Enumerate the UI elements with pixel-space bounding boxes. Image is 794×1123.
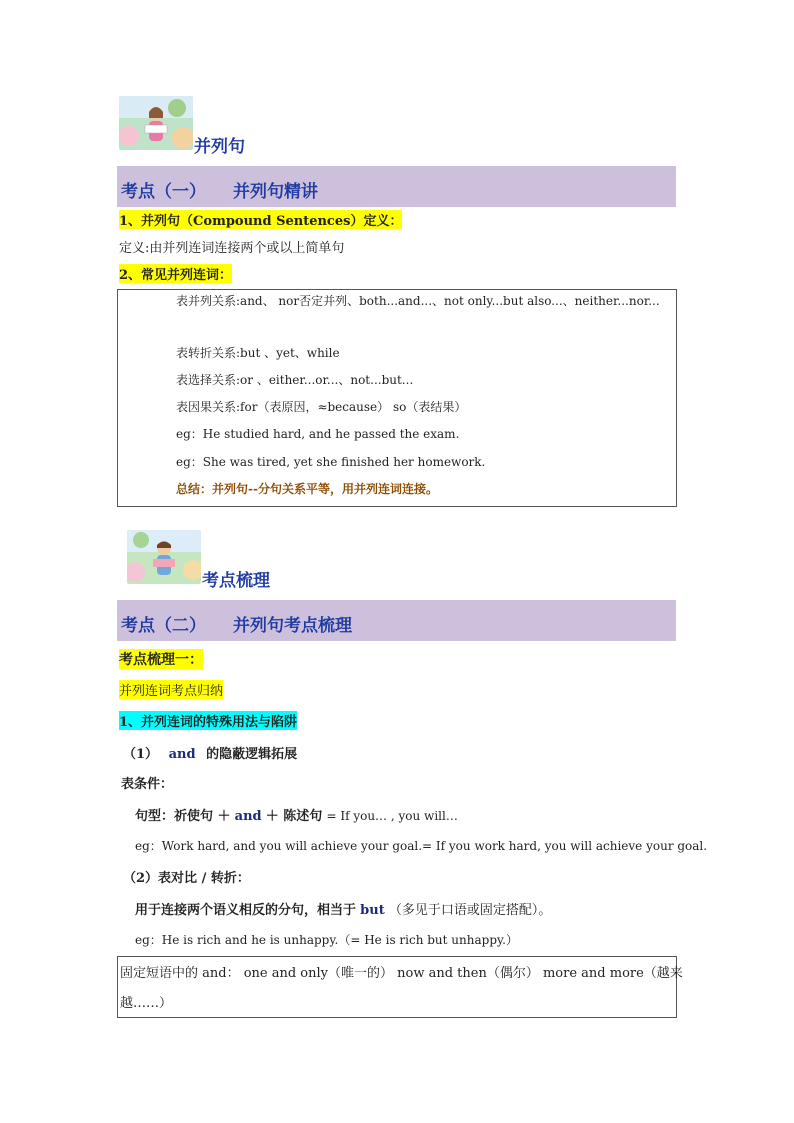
subpoint-heading: [123, 743, 297, 762]
coordinate-line: 表并列关系:and、 nor否定并列、both...and...、not only...but also...、neither...nor...: [176, 294, 660, 308]
keyword-but: but: [360, 903, 385, 918]
topic-band: [117, 600, 676, 641]
conjunctions-heading: 2、常见并列连词：: [119, 264, 232, 283]
contrast-note: （多见于口语或固定搭配）。: [388, 903, 552, 918]
subpoint-number: （1）: [123, 747, 159, 762]
review-heading: 考点梳理一：: [119, 649, 203, 669]
pattern-part: 句型：祈使句 ＋: [135, 809, 231, 824]
review-subheading: 并列连词考点归纳: [119, 680, 223, 699]
keyword-and: and: [168, 747, 196, 762]
band-label: 考点（二）: [121, 616, 206, 636]
point-heading: 1、并列连词的特殊用法与陷阱: [119, 711, 297, 730]
pattern-equivalent: = If you… , you will…: [326, 809, 458, 823]
summary-line: 总结：并列句--分句关系平等，用并列连词连接。: [176, 482, 438, 496]
subpoint-text: 的隐蔽逻辑拓展: [206, 747, 298, 762]
keyword-and: and: [234, 809, 262, 824]
example-line: eg：He is rich and he is unhappy.（= He is rich but unhappy.）: [135, 933, 518, 947]
band-label: 考点（一）: [121, 182, 206, 202]
choice-line: 表选择关系:or 、either...or...、not...but...: [176, 373, 414, 387]
cause-line: 表因果关系:for（表原因，≈because） so（表结果）: [176, 400, 467, 414]
definition-text: 定义:由并列连词连接两个或以上简单句: [119, 241, 345, 256]
definition-heading: 1、并列句（Compound Sentences）定义：: [119, 210, 402, 229]
subpoint-heading: （2）表对比 / 转折：: [123, 871, 250, 886]
fixed-phrases-line: 固定短语中的 and： one and only（唯一的） now and then（偶尔） more and more（越来: [120, 966, 683, 981]
reading-girl-illustration: [119, 96, 193, 150]
example-line: eg：She was tired, yet she finished her homework.: [176, 455, 486, 469]
contrast-line: 表转折关系:but 、yet、while: [176, 346, 340, 360]
pattern-part: ＋ 陈述句: [265, 809, 323, 824]
reading-boy-illustration: [127, 530, 201, 584]
sentence-pattern: [135, 805, 458, 824]
example-line: eg：He studied hard, and he passed the exam.: [176, 427, 460, 441]
condition-label: 表条件：: [121, 777, 174, 792]
band-title: 并列句考点梳理: [233, 616, 352, 636]
fixed-phrases-line: 越……）: [120, 996, 173, 1011]
section-title: 并列句: [194, 137, 245, 157]
topic-band: [117, 166, 676, 207]
example-line: eg：Work hard, and you will achieve your goal.= If you work hard, you will achieve your goal.: [135, 839, 708, 853]
section-title: 考点梳理: [202, 571, 270, 591]
contrast-explanation: [135, 899, 551, 918]
band-title: 并列句精讲: [233, 182, 318, 202]
contrast-text: 用于连接两个语义相反的分句，相当于: [135, 903, 357, 918]
